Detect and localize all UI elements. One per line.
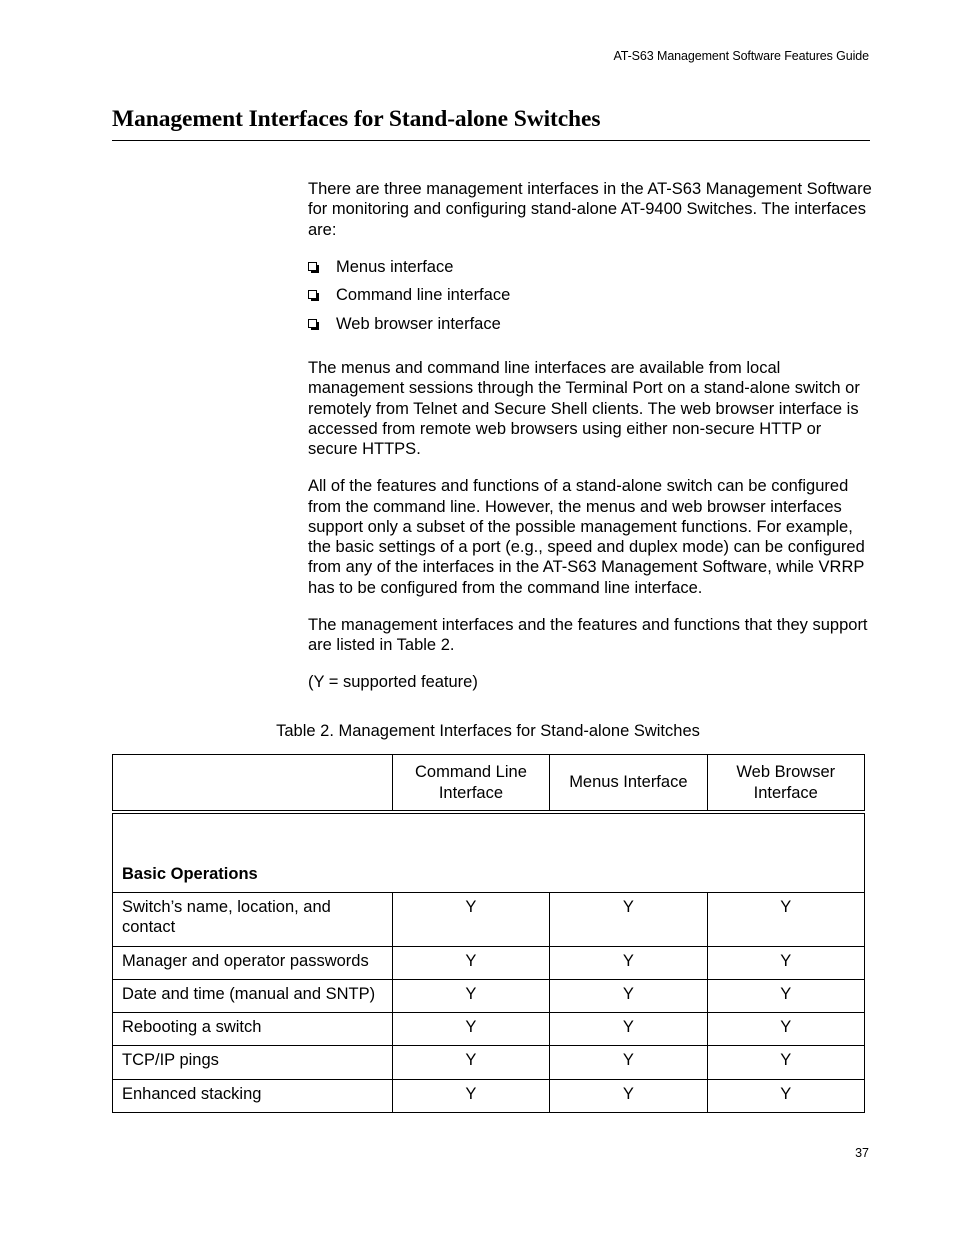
header-cli: Command Line Interface <box>392 755 549 811</box>
access-paragraph: The menus and command line interfaces are available from local management sessions through the Terminal Port on a stand-alone switch or remotely from Telnet and Secure Shell clients. The web browser interface is accessed from remote web browsers using either non-secure HTTP or secure HTTPS. <box>308 359 860 459</box>
feature-cell: Rebooting a switch <box>113 1013 393 1046</box>
intro-paragraph: There are three management interfaces in the AT-S63 Management Software for monitoring and configuring stand-alone AT-9400 Switches. The interfaces are: <box>308 180 872 239</box>
page-number: 37 <box>855 1146 869 1160</box>
table-row <box>113 1013 865 1046</box>
body-text <box>308 179 873 709</box>
features-table <box>112 754 865 1113</box>
web-cell: Y <box>707 1013 864 1046</box>
checkbox-bullet-icon <box>308 262 317 271</box>
table-row <box>113 893 865 947</box>
section-title: Management Interfaces for Stand-alone Switches <box>112 106 601 132</box>
menus-cell: Y <box>550 1046 707 1079</box>
cli-cell: Y <box>392 946 549 979</box>
checkbox-bullet-icon <box>308 319 317 328</box>
header-feature <box>113 755 393 811</box>
list-item <box>308 285 873 314</box>
interface-list <box>308 257 873 343</box>
menus-cell: Y <box>550 1013 707 1046</box>
table-header-row <box>113 755 865 811</box>
menus-cell: Y <box>550 1079 707 1112</box>
web-cell: Y <box>707 946 864 979</box>
table-row <box>113 1079 865 1112</box>
header-web: Web Browser Interface <box>707 755 864 811</box>
web-cell: Y <box>707 1046 864 1079</box>
menus-cell: Y <box>550 979 707 1012</box>
cli-cell: Y <box>392 1046 549 1079</box>
running-header: AT-S63 Management Software Features Guide <box>613 49 869 63</box>
list-item <box>308 257 873 286</box>
feature-cell: Enhanced stacking <box>113 1079 393 1112</box>
title-rule <box>112 140 870 141</box>
feature-cell: Date and time (manual and SNTP) <box>113 979 393 1012</box>
cli-cell: Y <box>392 979 549 1012</box>
cli-cell: Y <box>392 893 549 947</box>
web-cell: Y <box>707 1079 864 1112</box>
table-reference-paragraph: The management interfaces and the features and functions that they support are listed in Table 2. <box>308 615 868 655</box>
menus-cell: Y <box>550 893 707 947</box>
table-row <box>113 946 865 979</box>
web-cell: Y <box>707 893 864 947</box>
table-row <box>113 1046 865 1079</box>
table-caption: Table 2. Management Interfaces for Stand-alone Switches <box>276 722 700 740</box>
menus-cell: Y <box>550 946 707 979</box>
web-cell: Y <box>707 979 864 1012</box>
checkbox-bullet-icon <box>308 290 317 299</box>
feature-cell: Manager and operator passwords <box>113 946 393 979</box>
group-label: Basic Operations <box>113 814 865 893</box>
list-item-label: Menus interface <box>336 257 454 276</box>
cli-cell: Y <box>392 1079 549 1112</box>
group-row <box>113 814 865 893</box>
features-paragraph: All of the features and functions of a stand-alone switch can be configured from the command line. However, the menus and web browser interfaces support only a subset of the possible management functions. For example, the basic settings of a port (e.g., speed and duplex mode) can be configured from any of the interfaces in the AT-S63 Management Software, while VRRP has to be configured from the command line interface. <box>308 477 865 597</box>
list-item <box>308 314 873 343</box>
header-menus: Menus Interface <box>550 755 707 811</box>
cli-cell: Y <box>392 1013 549 1046</box>
feature-cell: Switch’s name, location, and contact <box>113 893 393 947</box>
legend-note: (Y = supported feature) <box>308 673 478 691</box>
table-row <box>113 979 865 1012</box>
feature-cell: TCP/IP pings <box>113 1046 393 1079</box>
list-item-label: Command line interface <box>336 286 511 305</box>
list-item-label: Web browser interface <box>336 314 501 333</box>
